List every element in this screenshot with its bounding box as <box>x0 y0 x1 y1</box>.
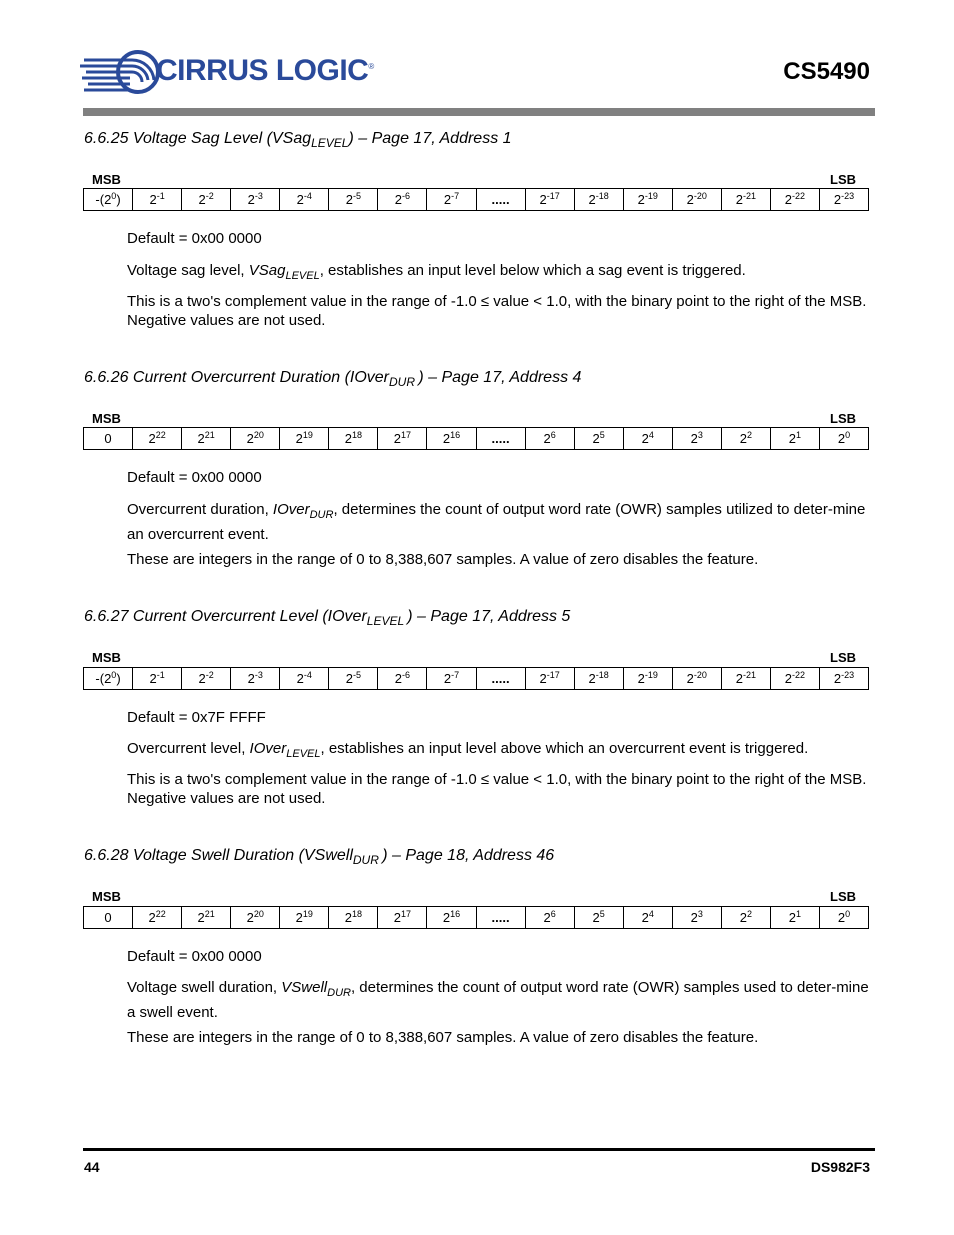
bit-cell: $2^{-17}$ <box>525 189 574 211</box>
section-title-vswell-dur: 6.6.28 Voltage Swell Duration (VSwell$_{DUR}$ ) – Page 18, Address 46 <box>84 847 555 868</box>
description: Voltage sag level, VSag$_{LEVEL}$, establishes an input level below which a sag event is triggered. <box>127 262 746 282</box>
part-number: CS5490 <box>783 58 870 85</box>
default-value: Default = 0x00 0000 <box>127 230 262 247</box>
bit-cell: $2^{22}$ <box>133 907 182 929</box>
page-number: 44 <box>84 1159 100 1175</box>
bit-cell: $2^{-5}$ <box>329 668 378 690</box>
bit-table <box>83 667 869 690</box>
bit-cell: $2^{18}$ <box>329 428 378 450</box>
bit-cell-ellipsis: ..... <box>476 189 525 211</box>
bit-cell: 0 <box>84 428 133 450</box>
bit-cell: $2^{-20}$ <box>672 189 721 211</box>
bit-cell: $2^{19}$ <box>280 428 329 450</box>
document-id: DS982F3 <box>810 1159 870 1175</box>
bit-cell: $2^{19}$ <box>280 907 329 929</box>
note: These are integers in the range of 0 to 8,388,607 samples. A value of zero disables the feature. <box>127 551 759 568</box>
logo-wordmark: CIRRUS LOGIC® <box>156 54 374 87</box>
lsb-label: LSB <box>830 650 856 665</box>
bit-cell: $2^{-21}$ <box>721 189 770 211</box>
bit-cell: $2^{16}$ <box>427 428 476 450</box>
bit-cell: $2^{-6}$ <box>378 189 427 211</box>
bit-cell: $2^{-21}$ <box>721 668 770 690</box>
header-rule <box>83 108 875 116</box>
bit-cell: $2^5$ <box>574 428 623 450</box>
description: Overcurrent level, IOver$_{LEVEL}$, establishes an input level above which an overcurrent event is triggered. <box>127 740 809 760</box>
bit-cell: $2^{18}$ <box>329 907 378 929</box>
bit-cell: $2^{-19}$ <box>623 668 672 690</box>
bit-cell: $2^{16}$ <box>427 907 476 929</box>
bit-cell: $2^{-23}$ <box>819 668 868 690</box>
bit-cell: $2^{-22}$ <box>770 668 819 690</box>
bit-cell: $2^{-18}$ <box>574 189 623 211</box>
bit-cell: $2^{-2}$ <box>182 189 231 211</box>
bit-cell: $2^{-7}$ <box>427 668 476 690</box>
bit-cell: $2^2$ <box>721 428 770 450</box>
bit-cell: $2^{-23}$ <box>819 189 868 211</box>
section-title-iover-level: 6.6.27 Current Overcurrent Level (IOver$_{LEVEL}$ ) – Page 17, Address 5 <box>84 608 571 629</box>
description: Voltage swell duration, VSwell$_{DUR}$, determines the count of output word rate (OWR) samples used to deter-mine a swell event. <box>127 979 869 1021</box>
bit-cell-ellipsis: ..... <box>476 668 525 690</box>
bit-cell: $2^2$ <box>721 907 770 929</box>
default-value: Default = 0x00 0000 <box>127 469 262 486</box>
bit-cell: $2^3$ <box>672 907 721 929</box>
note: This is a two's complement value in the range of -1.0 ≤ value < 1.0, with the binary point to the right of the MSB. Negative values are not used. <box>127 771 867 807</box>
bit-table <box>83 906 869 929</box>
bit-table <box>83 188 869 211</box>
bit-cell: $2^5$ <box>574 907 623 929</box>
bit-cell: $2^6$ <box>525 428 574 450</box>
bit-cell: $-(2^0)$ <box>84 668 133 690</box>
bit-cell: $2^4$ <box>623 428 672 450</box>
bit-cell: $2^{-3}$ <box>231 189 280 211</box>
bit-cell: $2^4$ <box>623 907 672 929</box>
bit-cell: $2^{-6}$ <box>378 668 427 690</box>
bit-cell: $2^{-3}$ <box>231 668 280 690</box>
note: This is a two's complement value in the range of -1.0 ≤ value < 1.0, with the binary point to the right of the MSB. Negative values are not used. <box>127 293 867 329</box>
bit-cell: $2^{-17}$ <box>525 668 574 690</box>
bit-table <box>83 427 869 450</box>
msb-label: MSB <box>92 889 121 904</box>
bit-cell: $2^{21}$ <box>182 907 231 929</box>
cirrus-logic-logo <box>80 50 374 102</box>
bit-cell: $2^3$ <box>672 428 721 450</box>
bit-cell: $2^{-5}$ <box>329 189 378 211</box>
bit-cell: $-(2^0)$ <box>84 189 133 211</box>
footer-rule <box>83 1148 875 1151</box>
bit-cell: $2^{17}$ <box>378 428 427 450</box>
bit-cell: $2^{17}$ <box>378 907 427 929</box>
bit-cell: $2^{-2}$ <box>182 668 231 690</box>
bit-cell: $2^{-19}$ <box>623 189 672 211</box>
cirrus-logo-mark-icon <box>80 50 160 102</box>
msb-label: MSB <box>92 411 121 426</box>
bit-cell: $2^{-20}$ <box>672 668 721 690</box>
msb-label: MSB <box>92 650 121 665</box>
bit-cell: $2^{-18}$ <box>574 668 623 690</box>
bit-cell: $2^0$ <box>819 428 868 450</box>
msb-label: MSB <box>92 172 121 187</box>
bit-cell: $2^1$ <box>770 428 819 450</box>
default-value: Default = 0x00 0000 <box>127 948 262 965</box>
section-title-iover-dur: 6.6.26 Current Overcurrent Duration (IOver$_{DUR}$ ) – Page 17, Address 4 <box>84 369 582 390</box>
bit-cell: $2^{21}$ <box>182 428 231 450</box>
bit-cell: $2^{20}$ <box>231 907 280 929</box>
default-value: Default = 0x7F FFFF <box>127 709 266 726</box>
bit-cell: $2^{-22}$ <box>770 189 819 211</box>
bit-cell: $2^{-1}$ <box>133 189 182 211</box>
lsb-label: LSB <box>830 889 856 904</box>
bit-cell-ellipsis: ..... <box>476 428 525 450</box>
bit-cell: $2^1$ <box>770 907 819 929</box>
note: These are integers in the range of 0 to 8,388,607 samples. A value of zero disables the feature. <box>127 1029 759 1046</box>
lsb-label: LSB <box>830 172 856 187</box>
description: Overcurrent duration, IOver$_{DUR}$, determines the count of output word rate (OWR) samples utilized to deter-mine an overcurrent event. <box>127 501 866 543</box>
bit-cell: $2^{-4}$ <box>280 189 329 211</box>
section-title-vsag-level: 6.6.25 Voltage Sag Level (VSag$_{LEVEL}$) – Page 17, Address 1 <box>84 130 512 151</box>
bit-cell: $2^0$ <box>819 907 868 929</box>
bit-cell: $2^{20}$ <box>231 428 280 450</box>
bit-cell-ellipsis: ..... <box>476 907 525 929</box>
bit-cell: $2^{-7}$ <box>427 189 476 211</box>
lsb-label: LSB <box>830 411 856 426</box>
bit-cell: $2^{-4}$ <box>280 668 329 690</box>
bit-cell: $2^{-1}$ <box>133 668 182 690</box>
bit-cell: $2^6$ <box>525 907 574 929</box>
bit-cell: 0 <box>84 907 133 929</box>
bit-cell: $2^{22}$ <box>133 428 182 450</box>
